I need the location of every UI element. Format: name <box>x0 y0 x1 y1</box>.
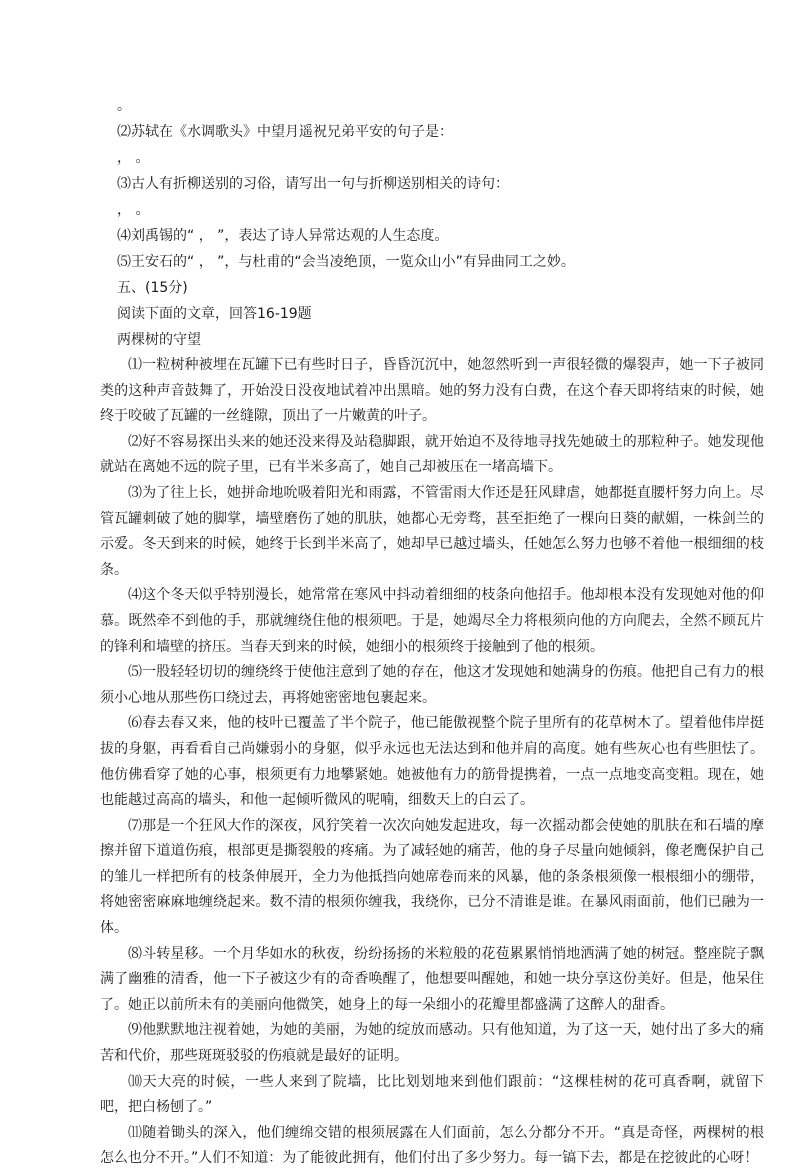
paragraph-9: ⑼他默默地注视着她，为她的美丽，为她的绽放而感动。只有他知道，为了这一天，她付出了多大的痛苦和代价，那些斑斑驳驳的伤痕就是最好的证明。 <box>100 1022 764 1065</box>
paragraph-5: ⑸一股轻轻切切的缠绕终于使他注意到了她的存在，他这才发现她和她满身的伤痕。他把自己有力的根须小心地从那些伤口绕过去，再将她密密地包裹起来。 <box>100 664 764 706</box>
paragraph-6: ⑹春去春又来，他的枝叶已覆盖了半个院子，他已能傲视整个院子里所有的花草树木了。望着他伟岸挺拔的身躯，再看看自己尚嫌弱小的身躯，似乎永远也无法达到和他并肩的高度。她有些灰心也有些胆怯了。他仿佛看穿了她的心事，根须更有力地攀紧她。她被他有力的筋骨提携着，一点一点地变高变粗。现在，她也能越过高高的墙头，和他一起倾听微风的呢喃，细数天上的白云了。 <box>100 715 764 809</box>
section-heading: 五、(15分) <box>117 280 188 296</box>
paragraph-1: ⑴一粒树种被埋在瓦罐下已有些时日子，昏昏沉沉中，她忽然听到一声很轻微的爆裂声，她一下子被同类的这种声音鼓舞了，开始没日没夜地试着冲出黑暗。她的努力没有白费，在这个春天即将结束的时候，她终于咬破了瓦罐的一丝缝隙，顶出了一片嫩黄的叶子。 <box>100 357 764 425</box>
question-3: ⑶古人有折柳送别的习俗，请写出一句与折柳送别相关的诗句： <box>117 176 509 192</box>
article-title: 两棵树的守望 <box>117 332 201 348</box>
paragraph-7: ⑺那是一个狂风大作的深夜，风狞笑着一次次向她发起进攻，每一次摇动都会使她的肌肤在和石墙的摩擦并留下道道伤痕，根部更是撕裂般的疼痛。为了减轻她的痛苦，他的身子尽量向她倾斜，像老鹰保护自己的雏儿一样把所有的枝条伸展开，全力为他抵挡向她席卷而来的风暴，他的条条根须像一根根细小的绷带，将她密密麻麻地缠绕起来。数不清的根须你缠我，我绕你，已分不清谁是谁。在暴风雨面前，他们已融为一体。 <box>100 817 764 937</box>
question-2-blank: ， 。 <box>117 150 150 166</box>
paragraph-4: ⑷这个冬天似乎特别漫长，她常常在寒风中抖动着细细的枝条向他招手。他却根本没有发现她对他的仰慕。既然牵不到他的手，那就缠绕住他的根须吧。于是，她竭尽全力将根须向他的方向爬去，全然不顾瓦片的锋利和墙壁的挤压。当春天到来的时候，她细小的根须终于接触到了他的根须。 <box>100 587 764 655</box>
paragraph-11: ⑾随着锄头的深入，他们缠绵交错的根须展露在人们面前，怎么分都分不开。“真是奇怪，两棵树的根怎么也分不开。”人们不知道：为了能彼此拥有，他们付出了多少努力。每一镐下去，都是在挖彼此的心呀！ <box>100 1124 764 1167</box>
paragraph-2: ⑵好不容易探出头来的她还没来得及站稳脚跟，就开始迫不及待地寻找先她破土的那粒种子。她发现他就站在离她不远的院子里，已有半米多高了，她自己却被压在一堵高墙下。 <box>100 433 764 476</box>
paragraph-3: ⑶为了往上长，她拼命地吮吸着阳光和雨露，不管雷雨大作还是狂风肆虐，她都挺直腰杆努力向上。尽管瓦罐刺破了她的脚掌，墙壁磨伤了她的肌肤，她都心无旁骛，甚至拒绝了一棵向日葵的献媚，一株剑兰的示爱。冬天到来的时候，她终于长到半米高了，她却早已越过墙头，任她怎么努力也够不着他一根细细的枝条。 <box>100 484 764 578</box>
paragraph-8: ⑻斗转星移。一个月华如水的秋夜，纷纷扬扬的米粒般的花苞累累悄悄地洒满了她的树冠。整座院子飘满了幽雅的清香，他一下子被这少有的奇香唤醒了，他想要叫醒她，和她一块分享这份美好。但是，他呆住了。她正以前所未有的美丽向他微笑，她身上的每一朵细小的花瓣里都盛满了这醉人的甜香。 <box>100 945 764 1013</box>
question-1-tail: 。 <box>117 98 131 114</box>
reading-instruction: 阅读下面的文章，回答16-19题 <box>117 306 312 322</box>
question-4: ⑷刘禹锡的“ ， ”，表达了诗人异常达观的人生态度。 <box>117 228 449 244</box>
paragraph-10: ⑽天大亮的时候，一些人来到了院墙，比比划划地来到他们跟前：“这棵桂树的花可真香啊，就留下吧，把白杨刨了。” <box>100 1073 764 1116</box>
question-3-blank: ， 。 <box>117 202 150 218</box>
question-2: ⑵苏轼在《水调歌头》中望月遥祝兄弟平安的句子是： <box>117 124 453 140</box>
question-5: ⑸王安石的“ ， ”，与杜甫的“会当凌绝顶，一览众山小”有异曲同工之妙。 <box>117 254 575 270</box>
